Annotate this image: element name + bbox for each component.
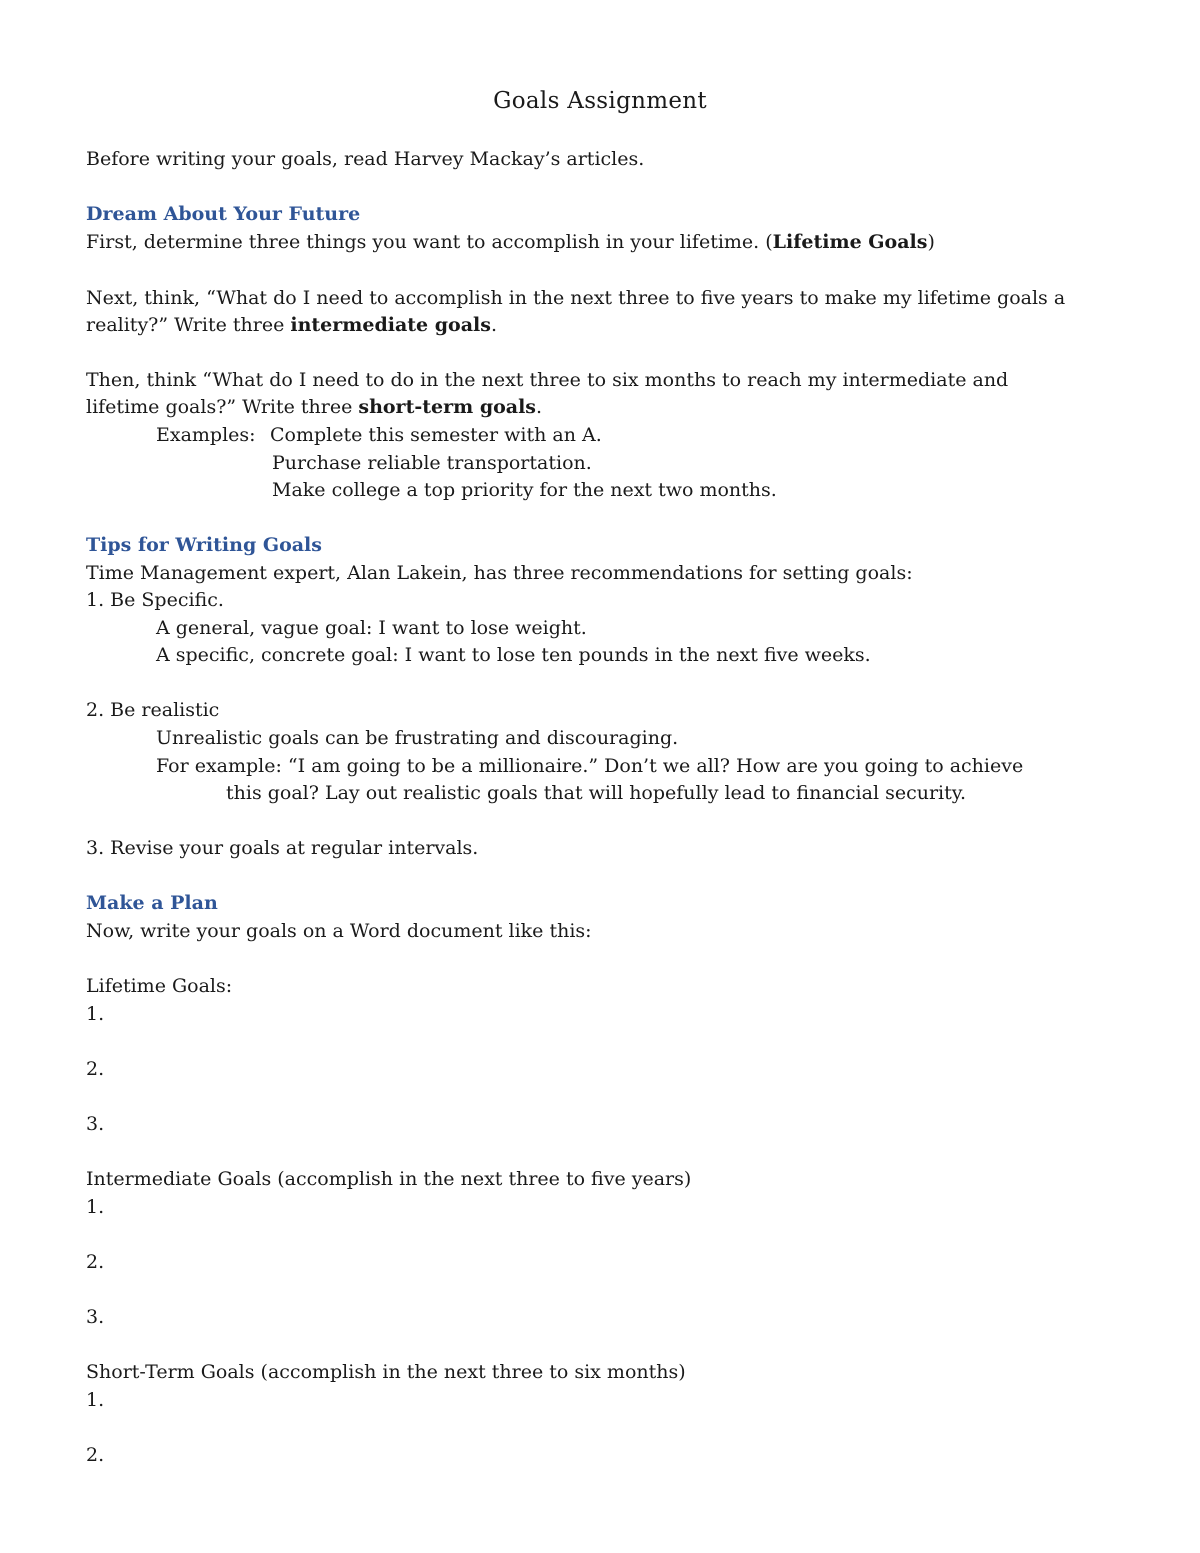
tips-intro: Time Management expert, Alan Lakein, has three recommendations for setting goals: — [86, 562, 913, 584]
tip-item-1: 1. Be Specific. — [86, 589, 224, 611]
example-item: Make college a top priority for the next two months. — [272, 479, 777, 501]
short-term-goals-label: Short-Term Goals (accomplish in the next three to six months) — [86, 1361, 686, 1383]
short-term-instruction-line-2: lifetime goals?” Write three short-term goals. — [86, 396, 543, 418]
tip-1-vague-example: A general, vague goal: I want to lose weight. — [156, 617, 587, 639]
short-term-goal-number: 2. — [86, 1444, 105, 1466]
tip-2-explanation: Unrealistic goals can be frustrating and discouraging. — [156, 727, 679, 749]
intermediate-goal-number: 3. — [86, 1306, 105, 1328]
lifetime-goals-instruction: First, determine three things you want to accomplish in your lifetime. (Lifetime Goals) — [86, 231, 935, 253]
intro-paragraph: Before writing your goals, read Harvey Mackay’s articles. — [86, 148, 645, 170]
lifetime-goals-label: Lifetime Goals: — [86, 975, 233, 997]
heading-make-a-plan: Make a Plan — [86, 892, 218, 914]
lifetime-goal-number: 2. — [86, 1058, 105, 1080]
lifetime-goal-number: 1. — [86, 1003, 105, 1025]
page-title: Goals Assignment — [493, 88, 707, 114]
tip-item-2: 2. Be realistic — [86, 699, 220, 721]
example-item: Purchase reliable transportation. — [272, 452, 592, 474]
tip-1-specific-example: A specific, concrete goal: I want to lose ten pounds in the next five weeks. — [156, 644, 871, 666]
intermediate-goal-number: 1. — [86, 1196, 105, 1218]
tip-item-3: 3. Revise your goals at regular intervals. — [86, 837, 479, 859]
heading-dream-about-future: Dream About Your Future — [86, 203, 361, 225]
short-term-goal-number: 1. — [86, 1389, 105, 1411]
lifetime-goal-number: 3. — [86, 1113, 105, 1135]
plan-intro: Now, write your goals on a Word document like this: — [86, 920, 592, 942]
example-item: Complete this semester with an A. — [270, 424, 602, 446]
intermediate-goals-label: Intermediate Goals (accomplish in the next three to five years) — [86, 1168, 692, 1190]
tip-2-example-line-2: this goal? Lay out realistic goals that will hopefully lead to financial security. — [226, 782, 966, 804]
intermediate-goal-number: 2. — [86, 1251, 105, 1273]
intermediate-instruction-line-1: Next, think, “What do I need to accomplish in the next three to five years to make my lifetime goals a — [86, 287, 1066, 309]
short-term-instruction-line-1: Then, think “What do I need to do in the next three to six months to reach my intermediate and — [86, 369, 1009, 391]
tip-2-example-line-1: For example: “I am going to be a millionaire.” Don’t we all? How are you going to achieve — [156, 755, 1024, 777]
heading-tips-for-writing-goals: Tips for Writing Goals — [86, 534, 322, 556]
examples-label: Examples: — [156, 424, 256, 446]
intermediate-instruction-line-2: reality?” Write three intermediate goals. — [86, 314, 497, 336]
